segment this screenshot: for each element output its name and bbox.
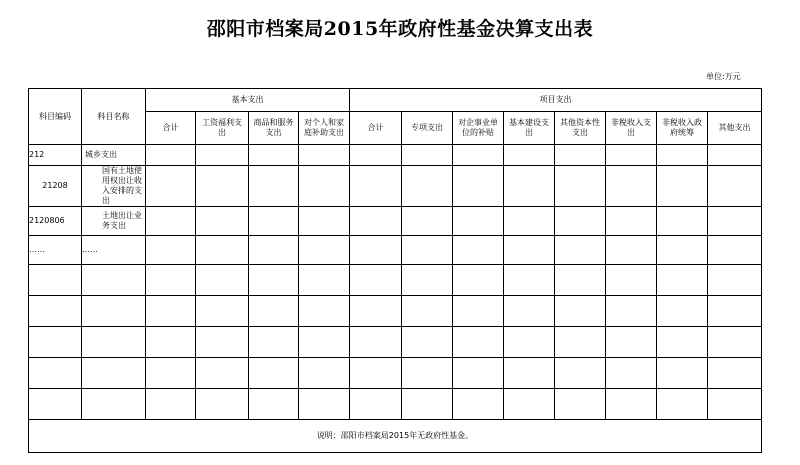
page-title: 邵阳市档案局2015年政府性基金决算支出表 xyxy=(206,18,594,40)
table-row xyxy=(29,327,762,358)
table-row xyxy=(29,207,762,236)
table-row xyxy=(29,358,762,389)
row-code: …… xyxy=(29,236,82,265)
header-project-total: 合计 xyxy=(350,112,402,145)
table-row xyxy=(29,265,762,296)
expenditure-table xyxy=(28,88,762,453)
header-basic-subsidy: 对个人和家庭补助支出 xyxy=(299,112,350,145)
header-project-special: 专项支出 xyxy=(402,112,453,145)
table-row xyxy=(29,236,762,265)
header-row-group xyxy=(29,89,762,112)
header-project-capital: 其他资本性支出 xyxy=(555,112,606,145)
header-basic-group: 基本支出 xyxy=(146,89,350,112)
unit-label: 单位:万元 xyxy=(706,72,741,81)
header-code: 科目编码 xyxy=(29,89,82,145)
header-project-group: 项目支出 xyxy=(350,89,762,112)
row-code: 2120806 xyxy=(29,207,82,236)
row-code: 21208 xyxy=(29,166,82,207)
header-project-enterprise: 对企事业单位的补贴 xyxy=(453,112,504,145)
header-basic-total: 合计 xyxy=(146,112,196,145)
row-code: 212 xyxy=(29,145,82,166)
row-name: …… xyxy=(82,236,146,265)
header-project-construction: 基本建设支出 xyxy=(504,112,555,145)
row-name: 国有土地使用权出让收入安排的支出 xyxy=(82,166,146,207)
header-name: 科目名称 xyxy=(82,89,146,145)
note-text: 说明：邵阳市档案局2015年无政府性基金。 xyxy=(29,420,762,453)
row-name: 城乡支出 xyxy=(82,145,146,166)
header-basic-goods: 商品和服务支出 xyxy=(249,112,299,145)
table-row xyxy=(29,389,762,420)
note-row xyxy=(29,420,762,453)
header-project-other: 其他支出 xyxy=(708,112,762,145)
header-project-nontax-gov: 非税收入政府统筹 xyxy=(657,112,708,145)
header-basic-salary: 工资福利支出 xyxy=(196,112,249,145)
header-project-nontax: 非税收入支出 xyxy=(606,112,657,145)
table-row xyxy=(29,296,762,327)
row-name: 土地出让业务支出 xyxy=(82,207,146,236)
table-row xyxy=(29,145,762,166)
table-row xyxy=(29,166,762,207)
